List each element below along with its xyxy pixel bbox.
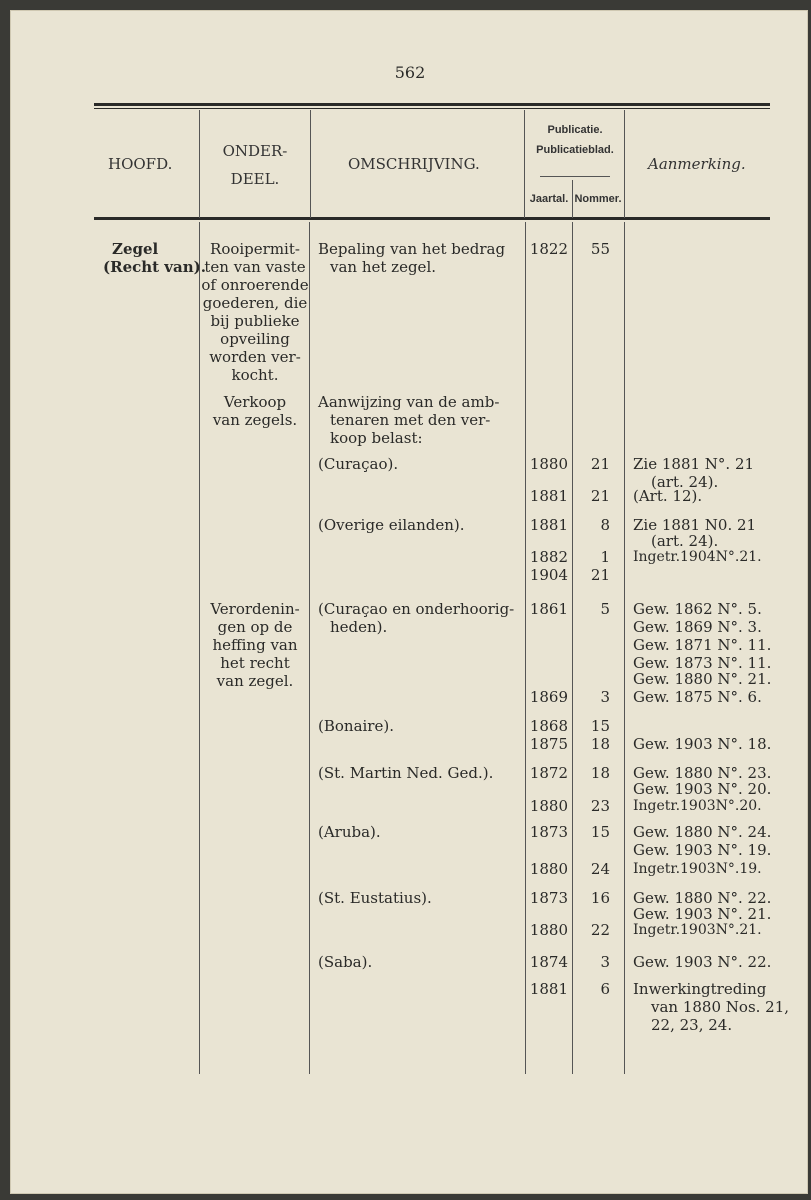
hoofd-recht-van: (Recht van). — [103, 258, 206, 276]
aanmerking-note: Ingetr.1903N°.19. — [633, 861, 762, 877]
col-line-4-header — [572, 180, 573, 218]
onderdeel-line: Rooipermit- — [210, 240, 300, 258]
jaartal-cell: 1882 — [529, 548, 568, 566]
aanmerking-note: Gew. 1903 N°. 21. — [633, 905, 772, 923]
jaartal-cell: 1880 — [529, 860, 568, 878]
header-omschrijving: OMSCHRIJVING. — [348, 155, 480, 173]
aanmerking-note: Zie 1881 N0. 21 — [633, 516, 757, 534]
header-sub-rule — [540, 176, 610, 177]
jaartal-cell: 1881 — [529, 516, 568, 534]
onderdeel-verkoop — [200, 393, 310, 429]
jaartal-cell: 1872 — [529, 764, 568, 782]
omschrijving-overige: (Overige eilanden). — [318, 516, 465, 534]
omschrijving-aanwijzing: Aanwijzing van de amb- — [318, 393, 500, 411]
jaartal-cell: 1875 — [529, 735, 568, 753]
top-rule — [94, 103, 770, 106]
nommer-cell: 21 — [590, 455, 610, 473]
aanmerking-note: Gew. 1903 N°. 22. — [633, 953, 772, 971]
nommer-cell: 55 — [590, 240, 610, 258]
aanmerking-note: van 1880 Nos. 21, — [651, 998, 790, 1016]
omschrijving-aanwijzing-3: koop belast: — [330, 429, 423, 447]
aanmerking-note: Gew. 1903 N°. 18. — [633, 735, 772, 753]
aanmerking-note: 22, 23, 24. — [651, 1016, 733, 1034]
col-line-3 — [525, 222, 526, 1074]
omschrijving-bonaire: (Bonaire). — [318, 717, 394, 735]
omschrijving-bepaling: Bepaling van het bedrag — [318, 240, 506, 258]
jaartal-cell: 1868 — [529, 717, 568, 735]
aanmerking-note: Gew. 1873 N°. 11. — [633, 654, 772, 672]
aanmerking-note: Zie 1881 N°. 21 — [633, 455, 755, 473]
header-onderdeel-1: ONDER- — [222, 142, 288, 160]
col-line-5 — [624, 222, 625, 1074]
aanmerking-note: Inwerkingtreding — [633, 980, 767, 998]
onderdeel-line: heffing van — [212, 636, 298, 654]
onderdeel-line: van zegels. — [212, 411, 298, 429]
jaartal-cell: 1881 — [529, 980, 568, 998]
onderdeel-line: goederen, die — [202, 294, 308, 312]
onderdeel-line: gen op de — [217, 618, 293, 636]
onderdeel-line: Verkoop — [223, 393, 287, 411]
onderdeel-line: bij publieke — [210, 312, 300, 330]
omschrijving-st-eustatius: (St. Eustatius). — [318, 889, 432, 907]
col-line-5-header — [624, 110, 625, 218]
onderdeel-line: van zegel. — [216, 672, 294, 690]
onderdeel-line: Verordenin- — [210, 600, 300, 618]
nommer-cell: 16 — [590, 889, 610, 907]
onderdeel-line: ten van vaste — [204, 258, 306, 276]
aanmerking-note: Ingetr.1903N°.21. — [633, 922, 762, 938]
col-line-1-header — [199, 110, 200, 218]
omschrijving-st-martin: (St. Martin Ned. Ged.). — [318, 764, 494, 782]
nommer-cell: 18 — [590, 735, 610, 753]
col-line-3-header — [524, 110, 525, 218]
aanmerking-note: Gew. 1880 N°. 22. — [633, 889, 772, 907]
jaartal-cell: 1822 — [529, 240, 568, 258]
onderdeel-line: worden ver- — [209, 348, 301, 366]
nommer-cell: 23 — [590, 797, 610, 815]
jaartal-cell: 1873 — [529, 889, 568, 907]
aanmerking-note: Gew. 1880 N°. 23. — [633, 764, 772, 782]
aanmerking-note: Gew. 1903 N°. 20. — [633, 780, 772, 798]
header-nommer: Nommer. — [574, 193, 622, 205]
omschrijving-curacao-onder-2: heden). — [330, 618, 388, 636]
jaartal-cell: 1861 — [529, 600, 568, 618]
onderdeel-line: kocht. — [231, 366, 279, 384]
omschrijving-aruba: (Aruba). — [318, 823, 381, 841]
jaartal-cell: 1881 — [529, 487, 568, 505]
jaartal-cell: 1904 — [529, 566, 568, 584]
aanmerking-note: Gew. 1880 N°. 24. — [633, 823, 772, 841]
aanmerking-note: Gew. 1903 N°. 19. — [633, 841, 772, 859]
header-bottom-rule — [94, 217, 770, 220]
nommer-cell: 21 — [590, 566, 610, 584]
header-hoofd: HOOFD. — [108, 155, 173, 173]
nommer-cell: 15 — [590, 717, 610, 735]
aanmerking-note: Gew. 1871 N°. 11. — [633, 636, 772, 654]
nommer-cell: 6 — [600, 980, 610, 998]
aanmerking-note: (Art. 12). — [633, 487, 703, 505]
omschrijving-curacao-onder: (Curaçao en onderhoorig- — [318, 600, 515, 618]
aanmerking-note: (art. 24). — [651, 532, 719, 550]
onderdeel-verordeningen — [200, 600, 310, 690]
header-aanmerking: Aanmerking. — [648, 155, 746, 173]
aanmerking-note: Gew. 1862 N°. 5. — [633, 600, 762, 618]
jaartal-cell: 1880 — [529, 797, 568, 815]
header-publicatieblad: Publicatieblad. — [536, 144, 614, 156]
aanmerking-note: Gew. 1880 N°. 21. — [633, 670, 772, 688]
nommer-cell: 1 — [600, 548, 610, 566]
aanmerking-note: Ingetr.1904N°.21. — [633, 549, 762, 565]
hoofd-zegel: Zegel — [112, 240, 159, 258]
jaartal-cell: 1874 — [529, 953, 568, 971]
jaartal-cell: 1880 — [529, 455, 568, 473]
onderdeel-line: of onroerende — [201, 276, 309, 294]
page-number: 562 — [394, 63, 426, 82]
onderdeel-line: opveiling — [220, 330, 290, 348]
jaartal-cell: 1869 — [529, 688, 568, 706]
nommer-cell: 22 — [590, 921, 610, 939]
aanmerking-note: (art. 24). — [651, 473, 719, 491]
col-line-4 — [572, 222, 573, 1074]
aanmerking-note: Gew. 1869 N°. 3. — [633, 618, 762, 636]
omschrijving-saba: (Saba). — [318, 953, 373, 971]
top-rule-thin — [94, 108, 770, 109]
jaartal-cell: 1873 — [529, 823, 568, 841]
aanmerking-note: Gew. 1875 N°. 6. — [633, 688, 762, 706]
nommer-cell: 8 — [600, 516, 610, 534]
header-onderdeel-2: DEEL. — [230, 170, 280, 188]
jaartal-cell: 1880 — [529, 921, 568, 939]
nommer-cell: 24 — [590, 860, 610, 878]
header-publicatie: Publicatie. — [547, 124, 603, 136]
omschrijving-aanwijzing-2: tenaren met den ver- — [330, 411, 491, 429]
aanmerking-note: Ingetr.1903N°.20. — [633, 798, 762, 814]
nommer-cell: 21 — [590, 487, 610, 505]
nommer-cell: 3 — [600, 953, 610, 971]
nommer-cell: 18 — [590, 764, 610, 782]
nommer-cell: 15 — [590, 823, 610, 841]
nommer-cell: 3 — [600, 688, 610, 706]
onderdeel-rooipermitten — [200, 240, 310, 384]
onderdeel-line: het recht — [220, 654, 290, 672]
header-jaartal: Jaartal. — [529, 193, 569, 205]
nommer-cell: 5 — [600, 600, 610, 618]
col-line-2-header — [310, 110, 311, 218]
omschrijving-bepaling-2: van het zegel. — [330, 258, 437, 276]
omschrijving-curacao: (Curaçao). — [318, 455, 399, 473]
